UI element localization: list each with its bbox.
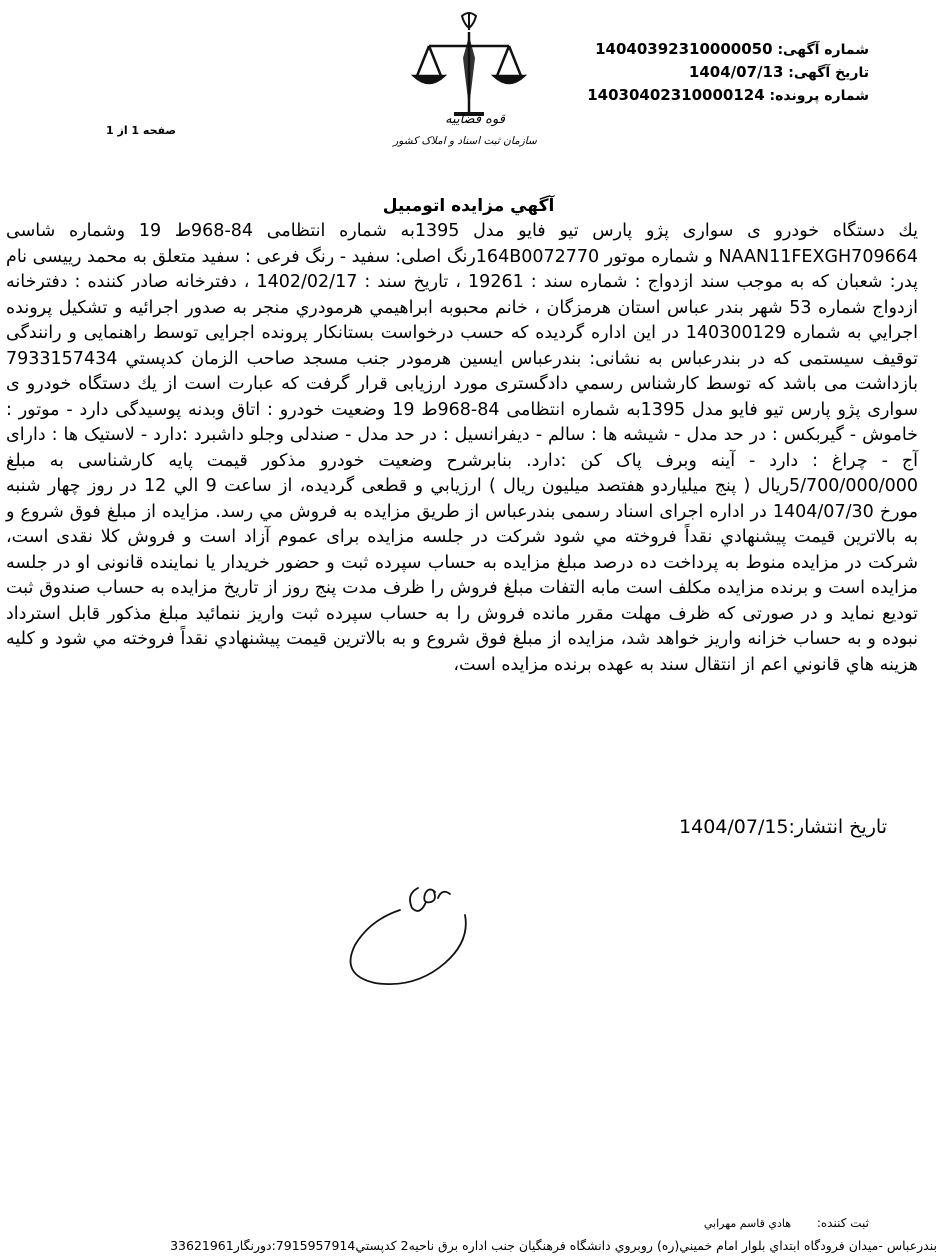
emblem-caption: قوه قضاییه	[445, 112, 505, 127]
ad-date-label: تاریخ آگهی:	[788, 65, 869, 81]
announcement-body: يك دستگاه خودرو ی سواری پژو پارس تیو فایو مدل 1395به شماره انتظامی 84-968ط 19 وشماره شاسی NAAN11FEXGH709664 و شماره موتور 164B0072770رنگ اصلی: سفید - رنگ فرعی : سفید متعلق به محمد رییسی نام پدر: شعبان که به موجب سند ازدواج : شماره سند : 19261 ، تاریخ سند : 1402/02/17 ، دفترخانه صادر کننده : دفترخانه ازدواج شماره 53 شهر بندر عباس استان هرمزگان ، خانم محبوبه ابراهيمي هرمودري منجر به صدور اجرائيه و تشكيل پرونده اجرايي به شماره 140300129 در اين اداره گرديده كه حسب درخواست بستانكار پرونده اجرایی توسط راهنمایی و رانندگی توقیف سیستمی که در بندرعباس به نشانی: بندرعباس ايسين هرمودر جنب مسجد صاحب الزمان كدپستي 7933157434 بازداشت می باشد که توسط کارشناس رسمي دادگستری مورد ارزیابی قرار گرفت که عبارت است از يك دستگاه خودرو ی سواری پژو پارس تیو فایو مدل 1395به شماره انتظامی 84-968ط 19 وضعیت خودرو : اتاق وبدنه پوسیدگی دارد - موتور : خاموش - گیربکس : در حد مدل - شیشه ها : سالم - دیفرانسیل : در حد مدل - صندلی وجلو داشبرد :دارد - لاستیک ها : دارای آج - چراغ : دارد - آینه وبرف پاک کن :دارد. بنابرشرح وضعیت خودرو مذکور قیمت پایه کارشناسی به مبلغ 5/700/000/000ريال ( پنج میلیاردو هفتصد میلیون ریال ) ارزيابي و قطعی گرديده، از ساعت 9 الي 12 در روز چهار شنبه مورخ 1404/07/30 در اداره اجرای اسناد رسمی بندرعباس از طريق مزايده به فروش مي رسد. مزايده از مبلغ فوق شروع و به بالاترين قيمت پيشنهادي نقداً فروخته مي شود شرکت در جلسه مزايده برای عموم آزاد است و فروش کلا نقدی است، شرکت در مزايده منوط به پرداخت ده درصد مبلغ مزايده به حساب سپرده ثبت و حضور خريدار يا نماينده قانونی او در جلسه مزايده است و برنده مزايده مکلف است مابه التفات مبلغ فروش را ظرف مدت پنج روز از تاريخ مزايده به حساب صندوق ثبت توديع نمايد و در صورتی كه ظرف مهلت مقرر مانده فروش را به حساب سپرده ثبت واريز ننمائید مبلغ مذكور قابل استرداد نبوده و به حساب خزانه واريز خواهد شد، مزايده از مبلغ فوق شروع و به بالاترين قيمت پيشنهادي نقداً فروخته مي شود و کليه هزينه هاي قانوني اعم از انتقال سند به عهده برنده مزايده است،	[6, 221, 919, 675]
ad-number-row	[579, 38, 869, 61]
page-number: صفحه 1 از 1	[106, 124, 177, 137]
case-number: 14030402310000124	[587, 86, 765, 104]
document-title: آگهي مزايده اتومبيل	[382, 196, 555, 216]
case-number-label: شماره پرونده:	[769, 88, 869, 104]
ad-date: 1404/07/13	[688, 63, 784, 81]
signature-icon	[340, 880, 480, 990]
ad-meta	[579, 38, 869, 107]
registrar-label: ثبت کننده:	[816, 1216, 869, 1230]
emblem-subcaption: سازمان ثبت اسناد و املاک کشور	[393, 135, 537, 147]
publish-date-line	[679, 816, 887, 838]
registrar-name: هادي قاسم مهرابي	[703, 1217, 792, 1230]
ad-number: 14040392310000050	[595, 40, 773, 58]
publish-date-label: تاریخ انتشار:	[788, 816, 887, 838]
office-address: بندرعباس -میدان فرودگاه ابتداي بلوار امام خميني(ره) روبروي دانشگاه فرهنگيان جنب اداره برق ناحيه2 كدپستي7915957914:دورنگار33621961	[170, 1238, 937, 1253]
publish-date: 1404/07/15	[679, 816, 789, 838]
ad-date-row	[579, 61, 869, 84]
case-number-row	[579, 84, 869, 107]
registrar-line	[704, 1216, 869, 1230]
ad-number-label: شماره آگهی:	[777, 42, 869, 58]
judiciary-emblem-icon	[384, 6, 554, 156]
